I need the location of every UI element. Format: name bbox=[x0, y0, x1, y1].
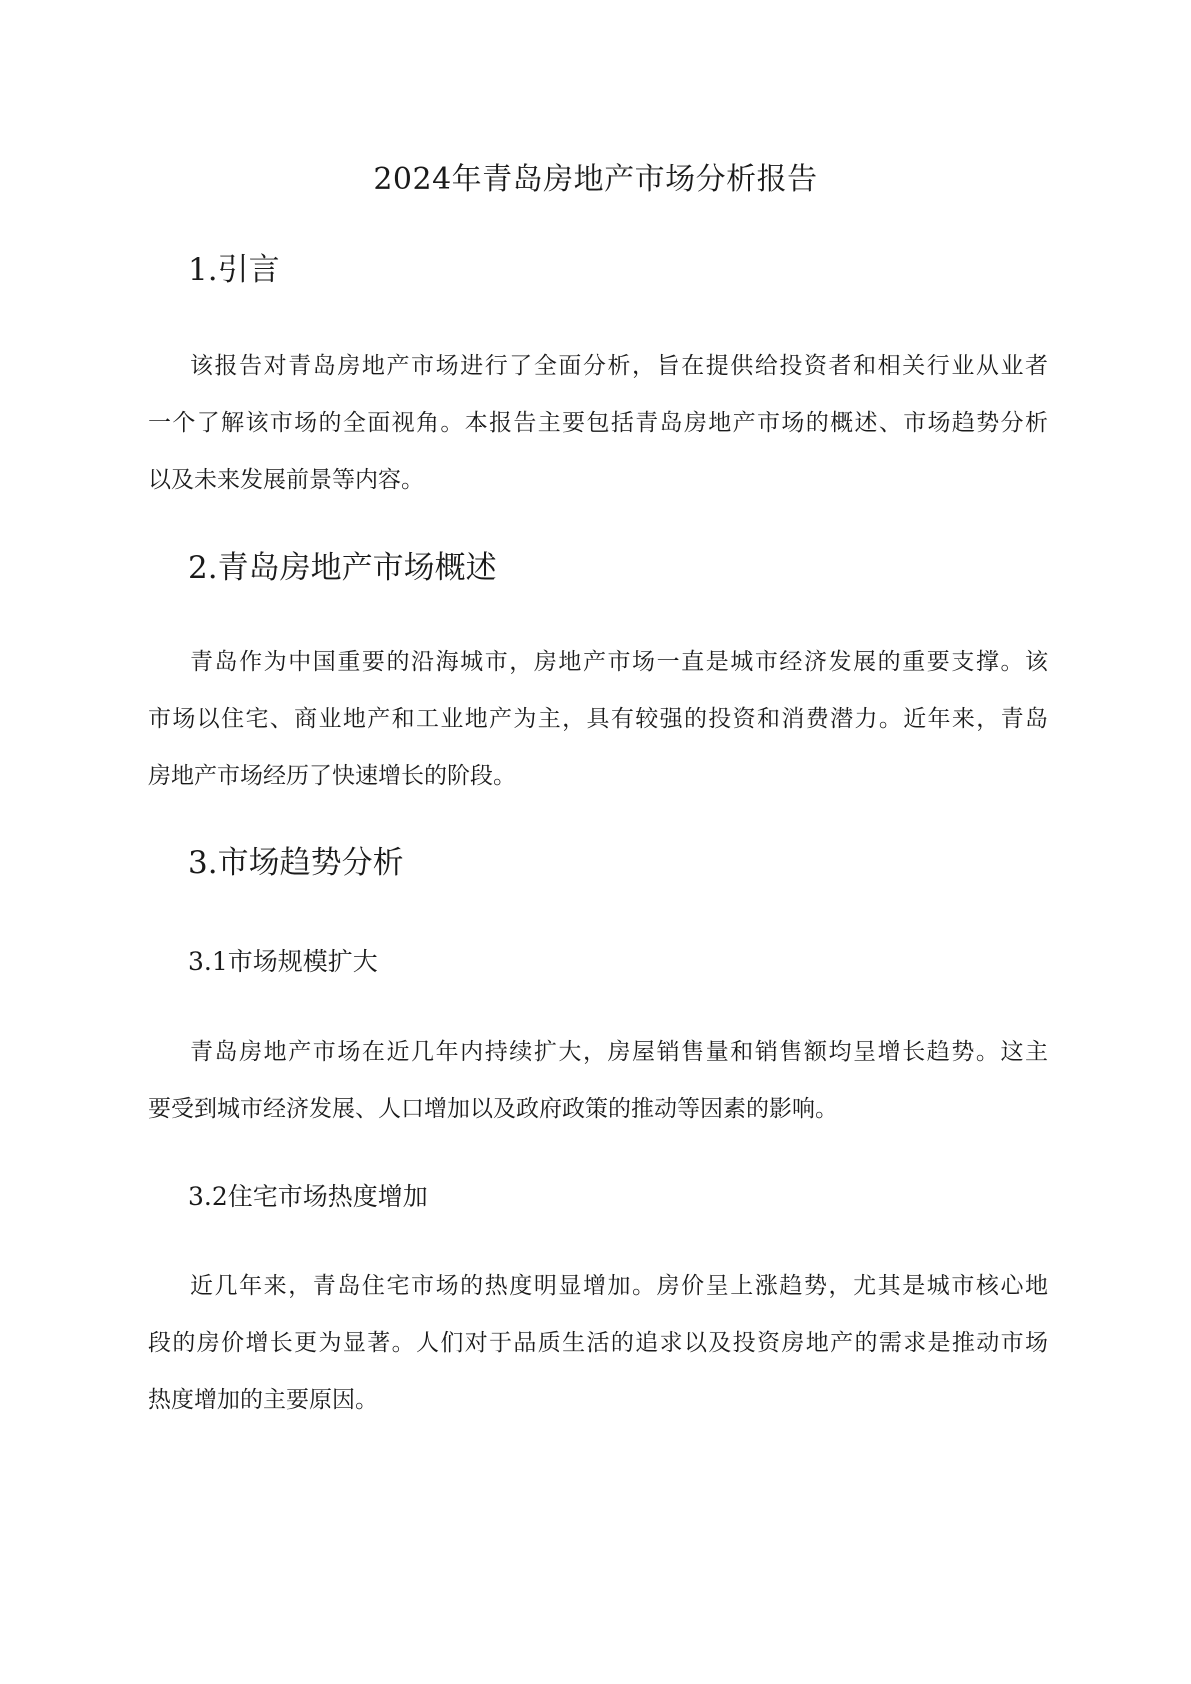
paragraph-introduction bbox=[148, 338, 1048, 509]
paragraph-line: 近几年来，青岛住宅市场的热度明显增加。房价呈上涨趋势，尤其是城市核心地 bbox=[190, 1273, 1048, 1299]
subsection-heading-residential-heat: 3.2住宅市场热度增加 bbox=[188, 1182, 428, 1211]
paragraph-line: 热度增加的主要原因。 bbox=[148, 1387, 378, 1413]
paragraph-line: 房地产市场经历了快速增长的阶段。 bbox=[148, 763, 516, 789]
paragraph-line: 以及未来发展前景等内容。 bbox=[148, 467, 424, 493]
subsection-heading-market-scale: 3.1市场规模扩大 bbox=[188, 947, 378, 976]
paragraph-line: 要受到城市经济发展、人口增加以及政府政策的推动等因素的影响。 bbox=[148, 1096, 838, 1122]
section-heading-introduction: 1.引言 bbox=[188, 252, 280, 288]
section-heading-market-overview: 2.青岛房地产市场概述 bbox=[188, 550, 497, 586]
paragraph-market-scale bbox=[148, 1024, 1048, 1138]
section-heading-market-trends: 3.市场趋势分析 bbox=[188, 845, 404, 881]
paragraph-market-overview bbox=[148, 634, 1048, 805]
paragraph-line: 段的房价增长更为显著。人们对于品质生活的追求以及投资房地产的需求是推动市场 bbox=[148, 1330, 1048, 1356]
paragraph-line: 市场以住宅、商业地产和工业地产为主，具有较强的投资和消费潜力。近年来，青岛 bbox=[148, 706, 1048, 732]
paragraph-line: 青岛作为中国重要的沿海城市，房地产市场一直是城市经济发展的重要支撑。该 bbox=[190, 649, 1048, 675]
paragraph-line: 青岛房地产市场在近几年内持续扩大，房屋销售量和销售额均呈增长趋势。这主 bbox=[190, 1039, 1048, 1065]
paragraph-residential-heat bbox=[148, 1258, 1048, 1429]
paragraph-line: 一个了解该市场的全面视角。本报告主要包括青岛房地产市场的概述、市场趋势分析 bbox=[148, 410, 1048, 436]
paragraph-line: 该报告对青岛房地产市场进行了全面分析，旨在提供给投资者和相关行业从业者 bbox=[190, 353, 1048, 379]
document-title: 2024年青岛房地产市场分析报告 bbox=[373, 162, 818, 197]
